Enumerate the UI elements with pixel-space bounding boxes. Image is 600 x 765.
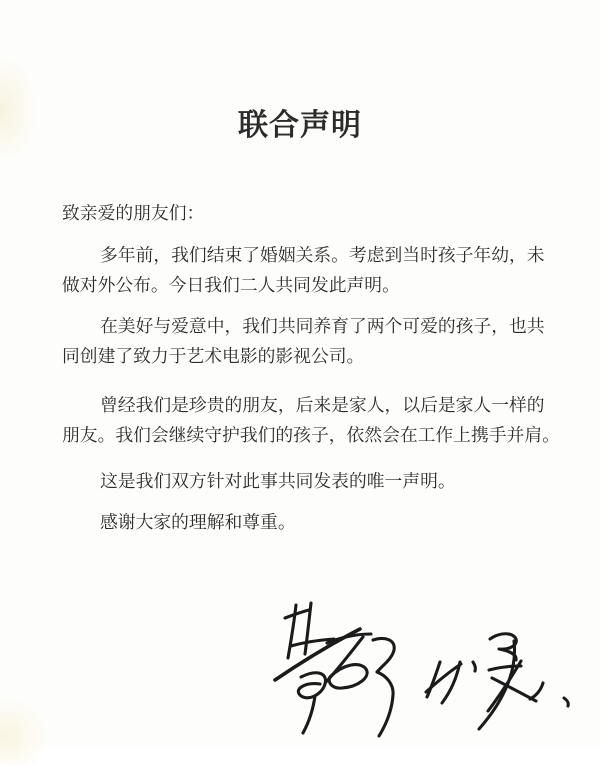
paragraph-line: 同创建了致力于艺术电影的影视公司。 (62, 346, 365, 367)
signature-strokes-cao-yu (275, 603, 394, 736)
handwritten-signature (263, 594, 593, 744)
salutation-line: 致亲爱的朋友们： (62, 203, 205, 224)
paragraph (62, 508, 542, 538)
paragraph (62, 312, 545, 372)
document-title: 联合声明 (238, 108, 362, 143)
paragraph (62, 391, 560, 451)
paragraph-line: 多年前，我们结束了婚姻关系。考虑到当时孩子年幼，未 (100, 245, 545, 266)
paragraph-line: 这是我们双方针对此事共同发表的唯一声明。 (100, 471, 456, 492)
paragraph-line: 做对外公布。今日我们二人共同发此声明。 (62, 275, 400, 296)
paragraph (62, 241, 545, 301)
document-body (62, 199, 560, 538)
scan-smudge-bottom (0, 695, 48, 765)
paragraph-line: 在美好与爱意中，我们共同养育了两个可爱的孩子，也共 (100, 316, 545, 337)
paragraph-line: 感谢大家的理解和尊重。 (100, 512, 296, 533)
signature-strokes-yao-chen (426, 634, 568, 729)
paragraph-line: 曾经我们是珍贵的朋友，后来是家人，以后是家人一样的 (100, 395, 545, 416)
paragraph (62, 467, 542, 497)
paragraph-line: 朋友。我们会继续守护我们的孩子，依然会在工作上携手并肩。 (62, 425, 560, 446)
